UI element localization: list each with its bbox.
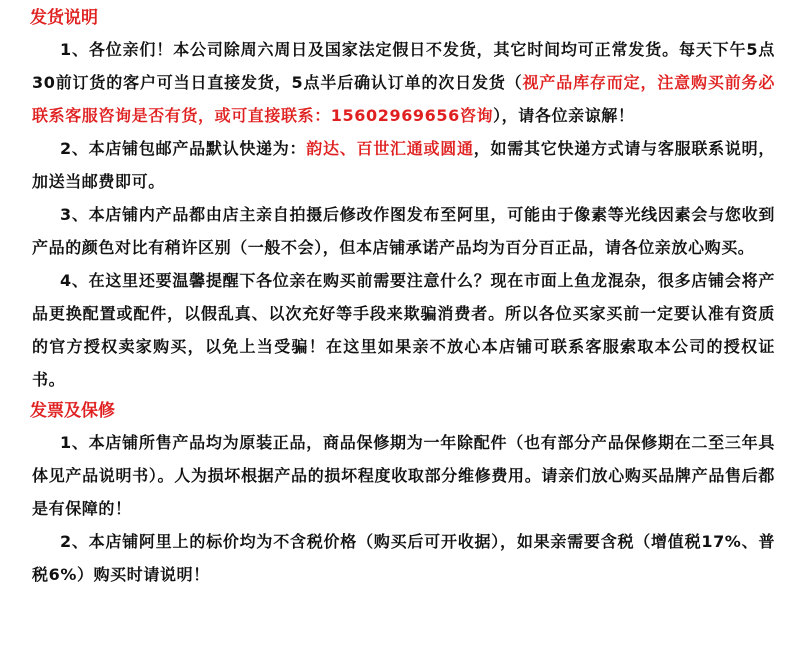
shipping-paragraph-1 <box>32 33 775 132</box>
shipping-p2-highlight: 韵达、百世汇通或圆通 <box>306 139 474 158</box>
invoice-paragraph-2 <box>32 525 775 591</box>
shipping-p3-text: 3、本店铺内产品都由店主亲自拍摄后修改作图发布至阿里，可能由于像素等光线因素会与您收到产品的颜色对比有稍许区别（一般不会），但本店铺承诺产品均为百分百正品，请各位亲放心购买。 <box>32 205 775 257</box>
invoice-paragraph-1 <box>32 426 775 525</box>
invoice-p1-text: 1、本店铺所售产品均为原装正品，商品保修期为一年除配件（也有部分产品保修期在二至三年具体见产品说明书）。人为损坏根据产品的损坏程度收取部分维修费用。请亲们放心购买品牌产品售后都是有保障的！ <box>32 433 775 518</box>
shipping-p1-text-b: ），请各位亲谅解！ <box>493 106 635 125</box>
invoice-section-title: 发票及保修 <box>30 401 115 421</box>
shipping-p2-text-b: ，如需其它快递方式请与客服联系说明，加送当邮费即可。 <box>32 139 775 191</box>
shipping-section-title: 发货说明 <box>30 8 98 28</box>
shipping-p4-text: 4、在这里还要温馨提醒下各位亲在购买前需要注意什么？现在市面上鱼龙混杂，很多店铺会将产品更换配置或配件，以假乱真、以次充好等手段来欺骗消费者。所以各位买家买前一定要认准有资质的官方授权卖家购买，以免上当受骗！在这里如果亲不放心本店铺可联系客服索取本公司的授权证书。 <box>32 271 775 389</box>
shipping-p1-text-a: 1、各位亲们！本公司除周六周日及国家法定假日不发货，其它时间均可正常发货。每天下午5点30前订货的客户可当日直接发货，5点半后确认订单的次日发货（ <box>32 40 775 92</box>
invoice-p2-text: 2、本店铺阿里上的标价均为不含税价格（购买后可开收据），如果亲需要含税（增值税17%、普税6%）购买时请说明！ <box>32 532 775 584</box>
shipping-paragraph-3 <box>32 198 775 264</box>
shipping-p1-highlight: 视产品库存而定，注意购买前务必联系客服咨询是否有货，或可直接联系：15602969656咨询 <box>32 73 775 125</box>
shipping-p2-text-a: 2、本店铺包邮产品默认快递为： <box>60 139 307 158</box>
shipping-paragraph-4 <box>32 264 775 396</box>
shipping-paragraph-2 <box>32 132 775 198</box>
